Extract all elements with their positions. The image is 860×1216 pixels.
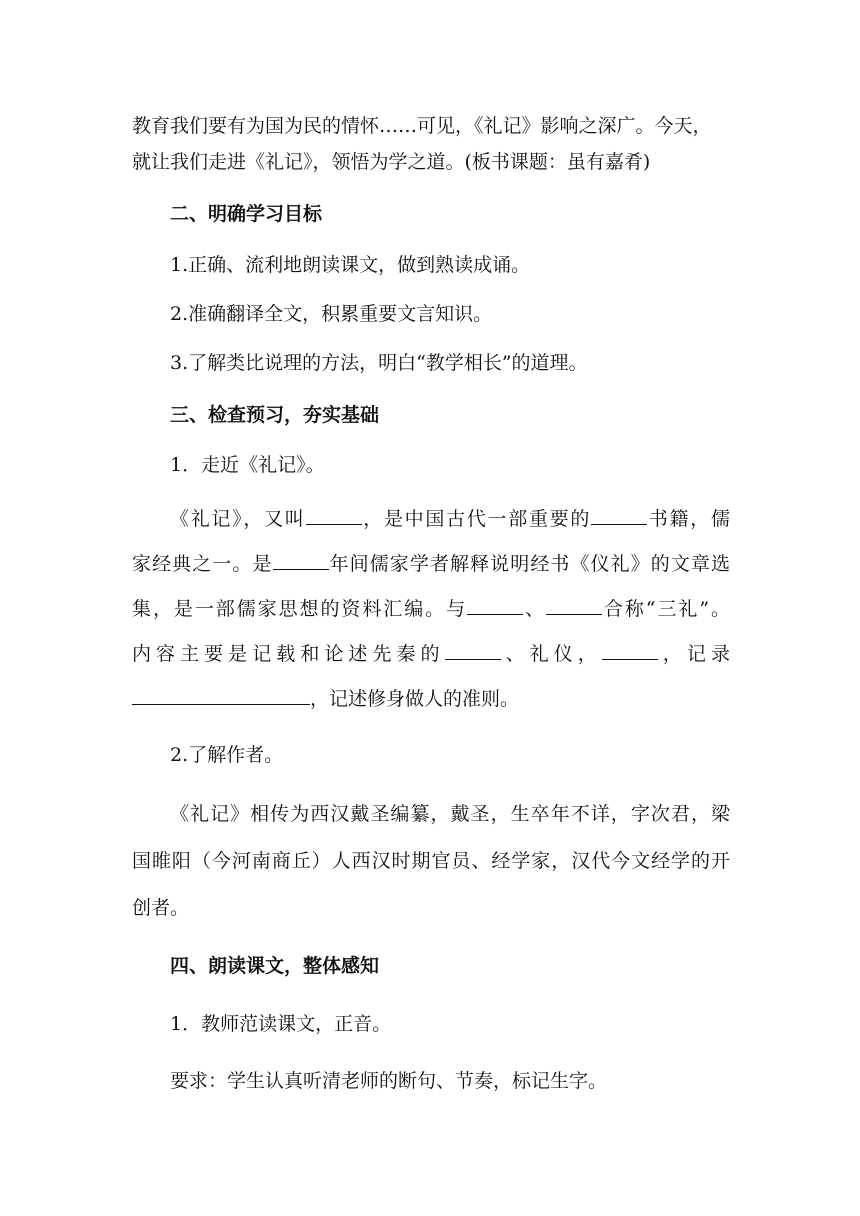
fill-blank [273, 553, 329, 570]
fill-blank [602, 643, 658, 660]
fill-blank [591, 508, 647, 525]
goal-2: 2.准确翻译全文，积累重要文言知识。 [170, 303, 493, 325]
section-2-heading: 二、明确学习目标 [170, 203, 323, 225]
fill-text: ，记述修身做人的准则。 [310, 688, 520, 710]
fill-text: 《礼记》，又叫 [170, 508, 306, 530]
section-4-item-1: 1．教师范读课文，正音。 [170, 1013, 392, 1035]
intro-line-2: 就让我们走进《礼记》，领悟为学之道。(板书课题：虽有嘉肴) [132, 151, 651, 173]
fill-text: 家经典之一。是 [132, 553, 273, 575]
fill-text: 年间儒家学者解释说明经书《仪礼》的文章选 [328, 553, 730, 575]
fill-blank [546, 598, 602, 615]
author-line-3: 创者。 [132, 897, 190, 919]
fill-text: ，记录 [657, 643, 730, 665]
section-4-heading: 四、朗读课文，整体感知 [170, 955, 380, 977]
fill-text: ，是中国古代一部重要的 [361, 508, 592, 530]
fill-text: 内容主要是记载和论述先秦的 [132, 643, 445, 665]
fill-line-3 [132, 598, 730, 619]
fill-text: 书籍，儒 [647, 508, 730, 530]
fill-blank [306, 508, 362, 525]
fill-line-1 [170, 508, 730, 529]
fill-blank [467, 598, 523, 615]
goal-1: 1.正确、流利地朗读课文，做到熟读成诵。 [170, 254, 531, 276]
fill-text: 合称“三礼”。 [601, 598, 730, 620]
fill-line-2 [132, 553, 730, 574]
fill-blank [132, 688, 310, 705]
fill-text: 、 [523, 598, 546, 620]
fill-blank [445, 643, 501, 660]
requirement-text: 要求：学生认真听清老师的断句、节奏，标记生字。 [170, 1070, 608, 1092]
section-3-item-2: 2.了解作者。 [170, 744, 284, 766]
intro-line-1: 教育我们要有为国为民的情怀……可见，《礼记》影响之深广。今天， [132, 115, 712, 137]
fill-line-5 [132, 688, 519, 709]
fill-text: 集，是一部儒家思想的资料汇编。与 [132, 598, 468, 620]
section-3-heading: 三、检查预习，夯实基础 [170, 404, 380, 426]
section-3-item-1: 1．走近《礼记》。 [170, 454, 325, 476]
fill-text: 、礼仪， [500, 643, 602, 665]
author-line-1: 《礼记》相传为西汉戴圣编纂，戴圣，生卒年不详，字次君，梁 [170, 803, 730, 825]
fill-line-4 [132, 643, 730, 664]
author-line-2: 国睢阳（今河南商丘）人西汉时期官员、经学家，汉代今文经学的开 [132, 850, 730, 872]
goal-3: 3.了解类比说理的方法，明白“教学相长”的道理。 [170, 352, 588, 374]
